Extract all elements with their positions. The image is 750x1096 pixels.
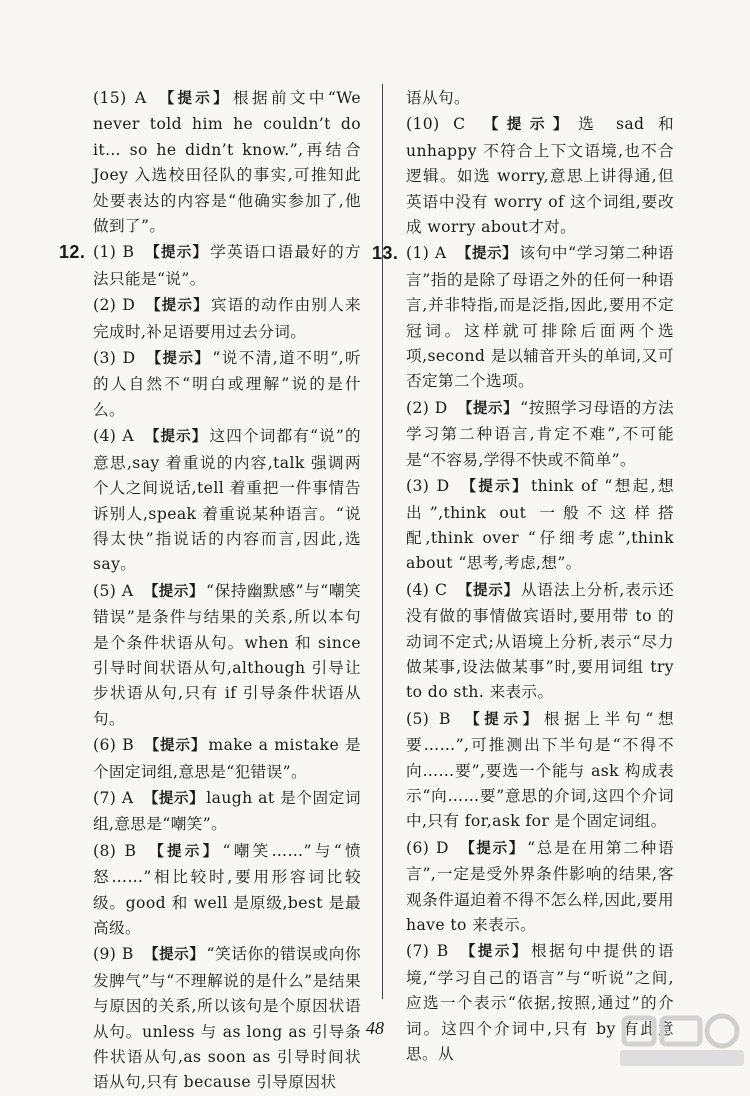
- answer-item: [93, 86, 361, 239]
- explanation-text: 该句中“学习第二种语言”指的是除了母语之外的任何一种语言,并非特指,而是泛指,因此,要用不定冠词。这样就可排除后面两个选项,second 是以辅音开头的单词,又可否定第二个选项。: [406, 244, 674, 391]
- explanation-text: laugh at 是个固定词组,意思是“嘲笑”。: [93, 788, 361, 834]
- tip-label: 【提示】: [146, 843, 221, 860]
- tip-label: 【提示】: [475, 117, 577, 134]
- answer-choice: (15) A: [93, 89, 147, 107]
- tip-label: 【提示】: [458, 944, 529, 961]
- tip-label: 【提示】: [458, 840, 526, 857]
- answer-choice: (3) D: [93, 349, 136, 368]
- tip-label: 【提示】: [456, 246, 518, 263]
- answer-item: [406, 939, 674, 1067]
- answer-item: [59, 240, 361, 292]
- answer-item: [93, 293, 361, 345]
- answer-item: [93, 839, 361, 942]
- answer-item: [93, 424, 361, 577]
- answer-choice: (5) A: [93, 581, 134, 600]
- explanation-text: “按照学习母语的方法学习第二种语言,肯定不难”,不可能是“不容易,学得不快或不简单”。: [406, 398, 674, 469]
- tip-label: 【提示】: [143, 790, 205, 807]
- explanation-text: make a mistake 是个固定词组,意思是“犯错误”。: [93, 736, 361, 781]
- explanation-text: 语从句。: [406, 89, 470, 107]
- answer-choice: (7) B: [406, 942, 449, 961]
- answer-item: [406, 112, 674, 240]
- answer-item: [93, 346, 361, 423]
- answer-item: [372, 241, 674, 394]
- answer-item: [406, 836, 674, 939]
- tip-label: 【提示】: [459, 479, 529, 496]
- answer-item: [93, 579, 361, 732]
- explanation-text: 根据上半句“想要……”,可推测出下半句是“不得不向……要”,要选一个能与 ask 构成表示“向……要”意思的介词,这四个介词中,只有 for,ask for 是个固定词组。: [406, 709, 674, 831]
- tip-label: 【提示】: [143, 947, 205, 964]
- question-number: 13.: [372, 243, 399, 264]
- explanation-text: 宾语的动作由别人来完成时,补足语要用过去分词。: [93, 296, 361, 341]
- answer-choice: (7) A: [93, 788, 134, 807]
- tip-label: 【提示】: [460, 711, 542, 728]
- answer-item: [406, 396, 674, 473]
- tip-label: 【提示】: [145, 298, 209, 315]
- question-number: 12.: [59, 242, 86, 263]
- tip-label: 【提示】: [144, 738, 207, 755]
- left-column: [59, 86, 362, 1096]
- explanation-text: “嘲笑……”与“愤怒……”相比较时,要用形容词比较级。good 和 well 是原级,best 是最高级。: [93, 841, 361, 937]
- explanation-text: 这四个词都有“说”的意思,say 着重说的内容,talk 强调两个人之间说话,tell 着重把一件事情告诉别人,speak 着重说某种语言。“说得太快”指说话的内容而言,因此,选 say。: [93, 427, 362, 574]
- answer-item: [406, 474, 674, 577]
- answer-choice: (4) A: [93, 427, 135, 446]
- tip-label: 【提示】: [144, 429, 208, 446]
- answer-choice: (2) D: [406, 398, 448, 417]
- answer-choice: (9) B: [93, 945, 134, 964]
- tip-label: 【提示】: [145, 351, 211, 368]
- explanation-text: “保持幽默感”与“嘲笑错误”是条件与结果的关系,所以本句是个条件状语从句。when 和 since 引导时间状语从句,although 引导让步状语从句,只有 if 引导条件状语从句。: [93, 581, 361, 728]
- explanation-text: 选 sad 和 unhappy 不符合上下文语境,也不合逻辑。如选 worry,意思上讲得通,但英语中没有 worry of 这个词组,要改成 worry about才对。: [406, 115, 674, 237]
- explanation-text: “总是在用第二种语言”,一定是受外界条件影响的结果,客观条件逼迫着不得不怎么样,因此,要用 have to 来表示。: [406, 838, 674, 934]
- answer-choice: (3) D: [406, 477, 450, 496]
- answer-choice: (10) C: [406, 115, 466, 134]
- answer-choice: (5) B: [406, 709, 451, 728]
- answer-item: [406, 86, 674, 111]
- tip-label: 【提示】: [457, 582, 520, 599]
- explanation-text: “笑话你的错误或向你发脾气”与“不理解说的是什么”是结果与原因的关系,所以该句是个原因状语从句。unless 与 as long as 引导条件状语从句,as soon as 引导时间状语从句,只有 because 引导原因状: [93, 945, 361, 1092]
- answer-choice: (1) B: [93, 243, 135, 262]
- explanation-text: 根据句中提供的语境,“学习自己的语言”与“听说”之间,应选一个表示“依据,按照,通过”的介词。这四个介词中,只有 by 有此意思。从: [406, 942, 674, 1064]
- page-number: 48: [366, 1018, 384, 1038]
- explanation-text: 根据前文中“We never told him he couldn’t do it… so he didn’t know.”,再结合 Joey 入选校田径队的事实,可推知此处要表达的内容是“他确实参加了,他做到了”。: [93, 89, 362, 236]
- tip-label: 【提示】: [143, 583, 205, 600]
- answer-choice: (8) B: [93, 841, 137, 860]
- explanation-text: 学英语口语最好的方法只能是“说”。: [93, 243, 361, 288]
- answer-item: [93, 733, 361, 785]
- answer-item: [406, 578, 674, 706]
- explanation-text: “说不清,道不明”,听的人自然不“明白或理解”说的是什么。: [93, 349, 361, 419]
- explanation-text: think of “想起,想出”,think out 一般不这样搭配,think over “仔细考虑”,think about “思考,考虑,想”。: [406, 477, 674, 573]
- answer-choice: (6) B: [93, 736, 135, 755]
- answer-item: [406, 707, 674, 835]
- column-divider: [382, 84, 383, 999]
- answer-item: [93, 786, 361, 838]
- answer-choice: (6) D: [406, 838, 449, 857]
- tip-label: 【提示】: [156, 91, 232, 107]
- answer-choice: (2) D: [93, 296, 136, 315]
- answer-choice: (1) A: [406, 244, 447, 263]
- explanation-text: 从语法上分析,表示还没有做的事情做宾语时,要用带 to 的动词不定式;从语境上分析,表示“尽力做某事,设法做某事”时,要用词组 try to do sth. 来表示。: [406, 580, 674, 702]
- tip-label: 【提示】: [144, 245, 209, 262]
- tip-label: 【提示】: [457, 400, 519, 417]
- answer-choice: (4) C: [406, 580, 448, 599]
